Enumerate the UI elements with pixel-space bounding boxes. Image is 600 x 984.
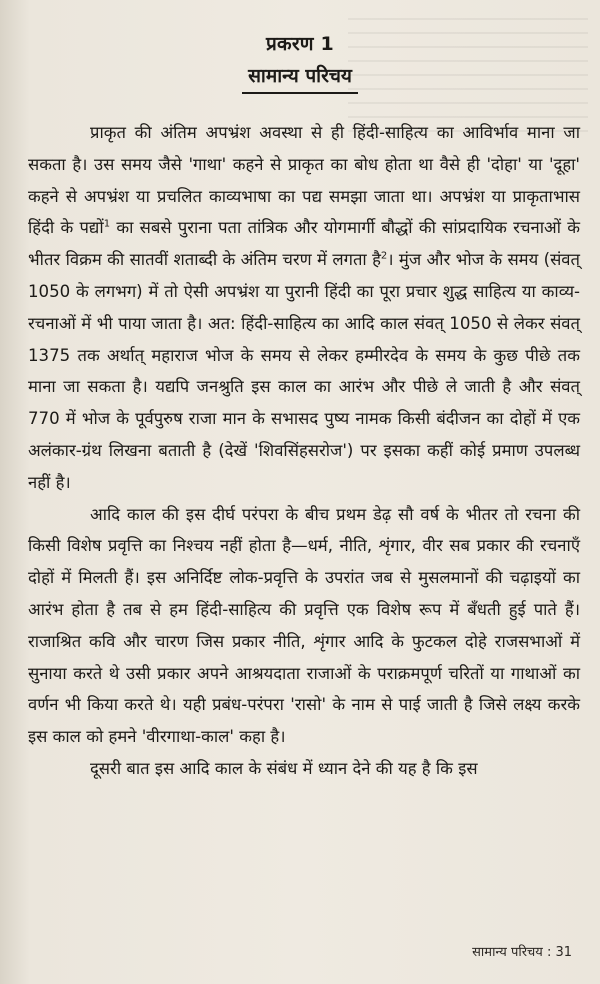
running-footer: सामान्य परिचय : 31 bbox=[472, 945, 572, 960]
paragraph-1-text-c: । मुंज और भोज के समय (संवत् 1050 के लगभग) में तो ऐसी अपभ्रंश या पुरानी हिंदी का पूरा प्रचार शुद्ध साहित्य या काव्य-रचनाओं में भी पाया जाता है। अत: हिंदी-साहित्य का आदि काल संवत् 1050 से लेकर संवत् 1375 तक अर्थात् महाराज भोज के समय से लेकर हम्मीरदेव के समय के कुछ पीछे तक माना जा सकता है। यद्यपि जनश्रुति इस काल का आरंभ और पीछे ले जाती है और संवत् 770 में भोज के पूर्वपुरुष राजा मान के सभासद पुष्य नामक किसी बंदीजन का दोहों में एक अलंकार-ग्रंथ लिखना बताती है (देखें 'शिवसिंहसरोज') पर इसका कहीं कोई प्रमाण उपलब्ध नहीं है। bbox=[28, 250, 580, 492]
paragraph-3: दूसरी बात इस आदि काल के संबंध में ध्यान देने की यह है कि इस bbox=[90, 758, 478, 778]
main-text bbox=[28, 117, 580, 785]
paragraph-1-text-b: का सबसे पुराना पता तांत्रिक और योगमार्गी बौद्धों की सांप्रदायिक रचनाओं के भीतर विक्रम की सातवीं शताब्दी के अंतिम चरण में लगता है bbox=[28, 218, 580, 270]
chapter-header bbox=[0, 30, 600, 94]
footnote-marker-1: 1 bbox=[103, 218, 111, 230]
paragraph-1 bbox=[28, 117, 580, 499]
chapter-number: प्रकरण 1 bbox=[266, 33, 334, 55]
paragraph-2: आदि काल की इस दीर्घ परंपरा के बीच प्रथम डेढ़ सौ वर्ष के भीतर तो रचना की किसी विशेष प्रवृत्ति का निश्चय नहीं होता है—धर्म, नीति, शृंगार, वीर सब प्रकार की रचनाएँ दोहों में मिलती हैं। इस अनिर्दिष्ट लोक-प्रवृत्ति के उपरांत जब से मुसलमानों की चढ़ाइयों का आरंभ होता है तब से हम हिंदी-साहित्य की प्रवृत्ति एक विशेष रूप में बँधती हुई पाते हैं। राजाश्रित कवि और चारण जिस प्रकार नीति, शृंगार आदि के फुटकल दोहे राजसभाओं में सुनाया करते थे उसी प्रकार अपने आश्रयदाता राजाओं के पराक्रमपूर्ण चरितों या गाथाओं का वर्णन भी किया करते थे। यही प्रबंध-परंपरा 'रासो' के नाम से पाई जाती है जिसे लक्ष्य करके इस काल को हमने 'वीरगाथा-काल' कहा है। bbox=[28, 504, 580, 747]
footnote-marker-2: 2 bbox=[380, 250, 388, 262]
section-title: सामान्य परिचय bbox=[242, 62, 358, 94]
paragraph-1-text-a: प्राकृत की अंतिम अपभ्रंश अवस्था से ही हिंदी-साहित्य का आविर्भाव माना जा सकता है। उस समय जैसे 'गाथा' कहने से प्राकृत का बोध होता था वैसे ही 'दोहा' या 'दूहा' कहने से अपभ्रंश या प्रचलित काव्यभाषा का पद्य समझा जाता था। अपभ्रंश या प्राकृताभास हिंदी के पद्यों bbox=[28, 123, 580, 238]
